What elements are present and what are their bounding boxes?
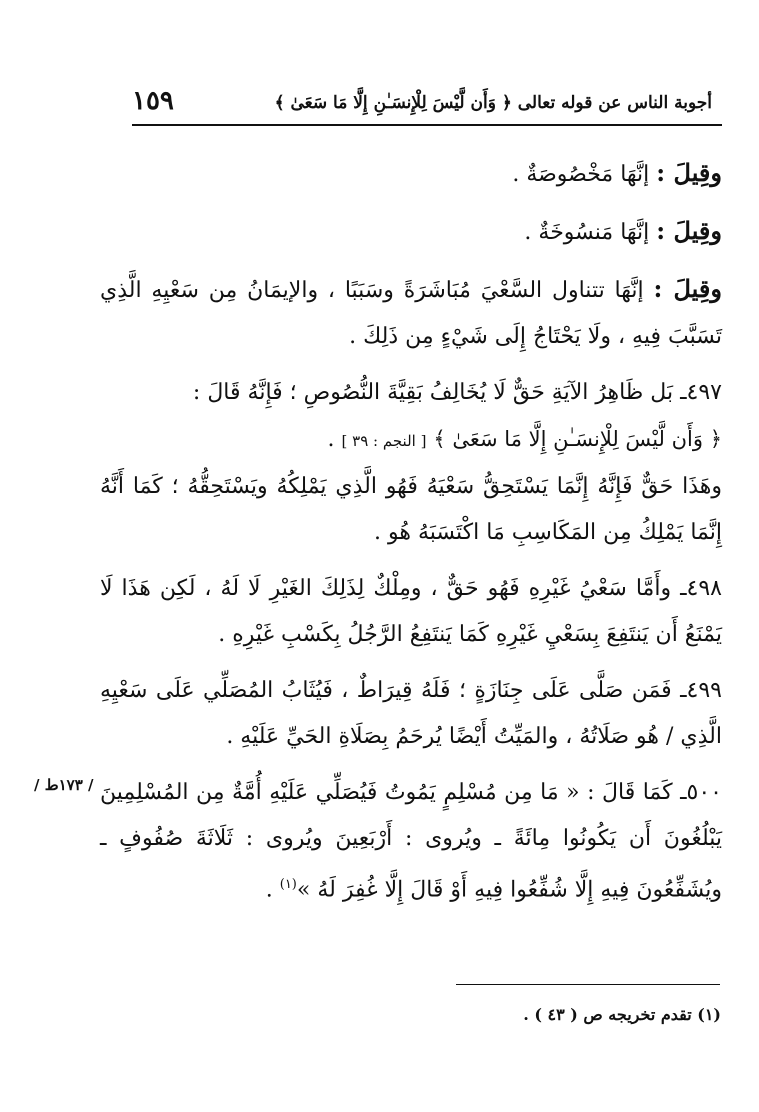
- paragraph-text-continued: وهَذَا حَقٌّ فَإِنَّهُ إِنَّمَا يَسْتَحِقُّ سَعْيَهُ فَهُو الَّذِي يَمْلِكُهُ ويَسْتَحِقُّهُ ؛ كَمَا أَنَّهُ إِنَّمَا يَمْلِكُ مِن المَكَاسِبِ مَا اكْتَسَبَهُ هُو .: [100, 474, 722, 545]
- paragraph-3: [100, 266, 722, 360]
- quran-reference: [ النجم : ٣٩ ]: [341, 432, 427, 450]
- reference-end: .: [327, 427, 342, 452]
- paragraph-lead: وقِيلَ :: [653, 274, 722, 303]
- footnote-marker[interactable]: (١): [279, 877, 297, 892]
- footnote: (١) تقدم تخريجه ص ( ٤٣ ) .: [523, 1005, 721, 1024]
- footnote-divider: [456, 984, 720, 985]
- running-header: [132, 84, 722, 126]
- paragraph-text: إنَّهَا تتناول السَّعْيَ مُبَاشَرَةً وسَبَبًا ، والإيمَانُ مِن سَعْيِهِ الَّذِي تَسَبَّبَ فِيهِ ، ولَا يَحْتَاجُ إِلَى شَيْءٍ مِن ذَلِكَ .: [100, 278, 722, 349]
- paragraph-text: كَمَا قَالَ : « مَا مِن مُسْلِمٍ يَمُوتُ فَيُصَلِّي عَلَيْهِ أُمَّةٌ مِن المُسْلِمِينَ يَبْلُغُونَ أَن يَكُونُوا مِائَةً ـ ويُروى : أَرْبَعِينَ ويُروى : ثَلَاثَةَ صُفُوفٍ ـ ويُشَفِّعُونَ فِيهِ إِلَّا شُفِّعُوا فِيهِ أَوْ قَالَ إِلَّا غُفِرَ لَهُ »: [100, 780, 722, 903]
- paragraph-498: [100, 566, 722, 658]
- paragraph-number: ٤٩٩ـ: [680, 678, 722, 703]
- paragraph-number: ٤٩٧ـ: [680, 380, 722, 405]
- paragraph-497: [100, 370, 722, 556]
- paragraph-499: [100, 668, 722, 760]
- paragraph-text: إنَّهَا مَخْصُوصَةٌ .: [512, 162, 657, 187]
- margin-page-reference: / ١٧٣ط /: [34, 776, 94, 794]
- paragraph-text: وأَمَّا سَعْيُ غَيْرِهِ فَهُو حَقٌّ ، ومِلْكٌ لِذَلِكَ الغَيْرِ لَا لَهُ ، لَكِن هَذَا لَا يَمْنَعُ أَن يَنتَفِعَ بِسَعْيِ غَيْرِهِ كَمَا يَنتَفِعُ الرَّجُلُ بِكَسْبِ غَيْرِهِ .: [100, 576, 722, 647]
- paragraph-text: فَمَن صَلَّى عَلَى جِنَازَةٍ ؛ فَلَهُ قِيرَاطٌ ، فَيُثَابُ المُصَلِّي عَلَى سَعْيِهِ الَّذِي / هُو صَلَاتُهُ ، والمَيِّتُ أَيْضًا يُرحَمُ بِصَلَاةِ الحَيِّ عَلَيْهِ .: [100, 678, 722, 749]
- paragraph-number: ٤٩٨ـ: [680, 576, 722, 601]
- paragraph-1: [100, 150, 722, 198]
- page-number: ١٥٩: [132, 86, 174, 116]
- main-text: [100, 150, 722, 923]
- paragraph-lead: وقِيلَ :: [656, 216, 722, 245]
- paragraph-2: [100, 208, 722, 256]
- paragraph-500: [100, 770, 722, 913]
- paragraph-end: .: [265, 877, 280, 903]
- paragraph-text: إنَّهَا مَنسُوخَةٌ .: [524, 220, 657, 245]
- paragraph-lead: وقِيلَ :: [656, 158, 722, 187]
- paragraph-text: بَل ظَاهِرُ الآيَةِ حَقٌّ لَا يُخَالِفُ بَقِيَّةَ النُّصُوصِ ؛ فَإِنَّهُ قَالَ :: [192, 380, 681, 405]
- quran-quote: ﴿ وَأَن لَّيْسَ لِلْإِنسَـٰنِ إِلَّا مَا سَعَىٰ ﴾: [433, 427, 722, 451]
- paragraph-number: ٥٠٠ـ: [680, 780, 722, 805]
- header-title: أجوبة الناس عن قوله تعالى ﴿ وَأَن لَّيْسَ لِلْإِنسَـٰنِ إِلَّا مَا سَعَىٰ ﴾: [274, 93, 712, 113]
